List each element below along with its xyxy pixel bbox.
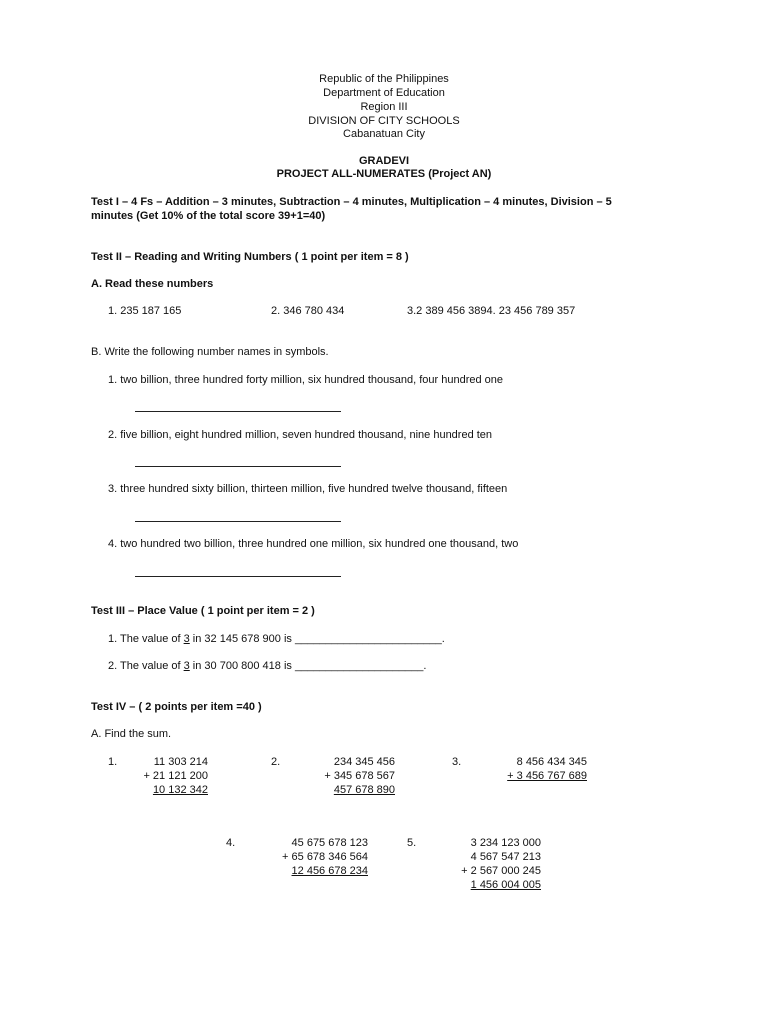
problem-3-addend: 8 456 434 345 [516,756,587,768]
header-city: Cabanatuan City [343,128,425,140]
problem-1-addend: 11 303 214 [153,756,208,768]
problem-4-label: 4. [226,837,236,849]
problem-5-addend: 4 567 547 213 [470,851,541,863]
project-title: PROJECT ALL-NUMERATES (Project AN) [276,168,492,180]
test1-line1: Test I – 4 Fs – Addition – 3 minutes, Subtraction – 4 minutes, Multiplication – 4 minutes, Division – 5 [91,196,612,208]
problem-5-addend: 3 234 123 000 [470,837,541,849]
test4-title: Test IV – ( 2 points per item =40 ) [91,701,262,713]
header-republic: Republic of the Philippines [319,73,449,85]
problem-2-addend: 457 678 890 [333,784,395,796]
header-division: DIVISION OF CITY SCHOOLS [308,115,460,127]
header-department: Department of Education [323,87,445,99]
problem-3-addend: + 3 456 767 689 [507,770,587,782]
problem-4-addend: 45 675 678 123 [291,837,368,849]
underlined-digit: 3 [183,633,190,645]
problem-1-addend: + 21 121 200 [143,770,208,782]
answer-blank-1[interactable] [135,411,341,412]
test2-part-b: B. Write the following number names in symbols. [91,346,329,358]
problem-1-label: 1. [108,756,118,768]
problem-1-addend: 10 132 342 [152,784,208,796]
problem-5-addend: + 2 567 000 245 [461,865,541,877]
test3-title: Test III – Place Value ( 1 point per item = 2 ) [91,605,315,617]
problem-3-label: 3. [452,756,462,768]
problem-4-addend: + 65 678 346 564 [282,851,368,863]
place-value-item-1: 1. The value of 3 in 32 145 678 900 is ________________________. [108,633,445,645]
problem-5-label: 5. [407,837,417,849]
grade-title: GRADEVI [358,155,410,167]
problem-2-addend: 234 345 456 [333,756,395,768]
place-value-item-2: 2. The value of 3 in 30 700 800 418 is _____________________. [108,660,427,672]
answer-blank-2[interactable] [135,466,341,467]
problem-2-addend: + 345 678 567 [324,770,395,782]
problem-4-addend: 12 456 678 234 [291,865,368,877]
write-item-1: 1. two billion, three hundred forty million, six hundred thousand, four hundred one [108,374,504,386]
write-item-2: 2. five billion, eight hundred million, seven hundred thousand, nine hundred ten [108,429,493,441]
write-item-4: 4. two hundred two billion, three hundred one million, six hundred one thousand, two [108,538,519,550]
test1-line2: minutes (Get 10% of the total score 39+1=40) [91,210,326,222]
underlined-digit: 3 [183,660,190,672]
answer-blank-4[interactable] [135,576,341,577]
test2-title: Test II – Reading and Writing Numbers ( 1 point per item = 8 ) [91,251,409,263]
answer-blank-3[interactable] [135,521,341,522]
test2-part-a: A. Read these numbers [91,278,214,290]
problem-5-addend: 1 456 004 005 [470,879,541,891]
read-item-2: 2. 346 780 434 [271,305,345,317]
test4-part-a: A. Find the sum. [91,728,172,740]
write-item-3: 3. three hundred sixty billion, thirteen million, five hundred twelve thousand, fifteen [108,483,508,495]
read-item-3: 3.2 389 456 3894. 23 456 789 357 [407,305,576,317]
header-region: Region III [360,101,408,113]
read-item-1: 1. 235 187 165 [108,305,182,317]
problem-2-label: 2. [271,756,281,768]
